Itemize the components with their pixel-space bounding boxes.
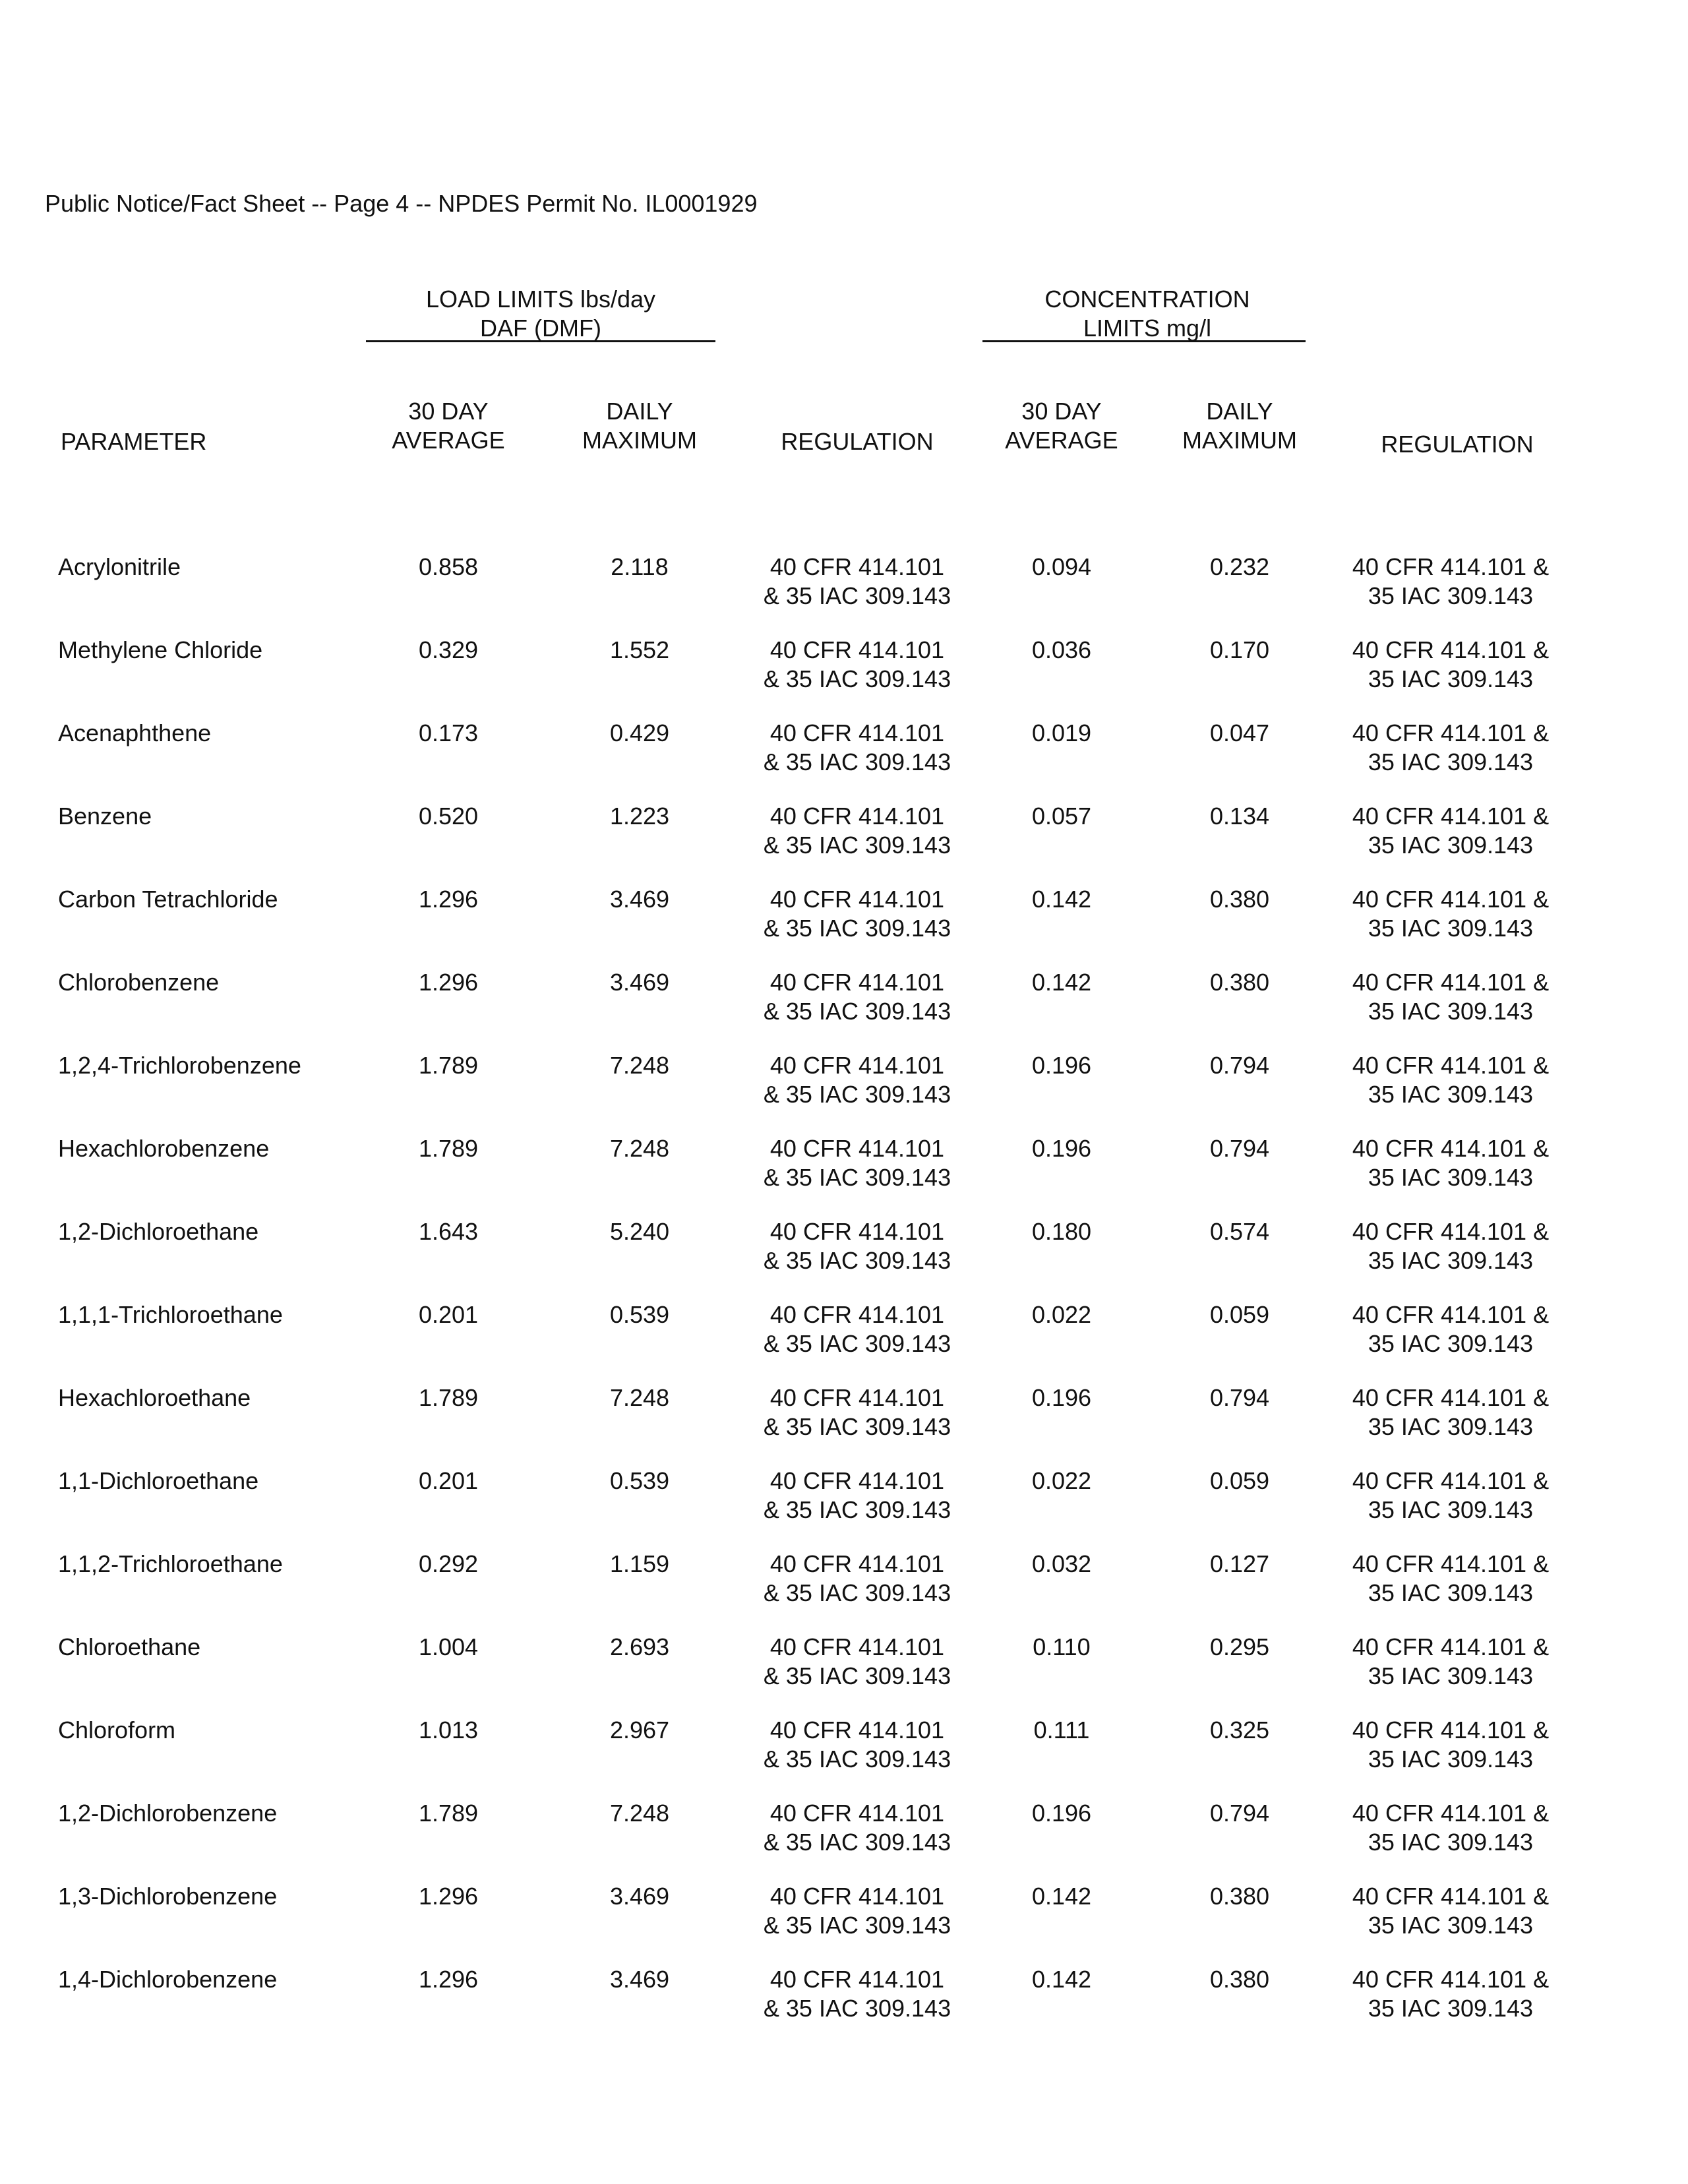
load-daily-max-cell: 7.248 <box>609 1052 670 1079</box>
load-30day-cell: 0.329 <box>418 636 479 663</box>
regulation-2-cell-line2: 35 IAC 309.143 <box>1368 1912 1534 1939</box>
regulation-1-cell <box>725 719 989 777</box>
load-daily-max-cell: 2.693 <box>609 1633 670 1660</box>
column-header-regulation-2: REGULATION <box>1381 431 1534 458</box>
table-row <box>0 1716 1688 1799</box>
column-header-conc-daily <box>1160 397 1319 455</box>
page-title: Public Notice/Fact Sheet -- Page 4 -- NPDES Permit No. IL0001929 <box>45 190 758 217</box>
regulation-1-cell-line2: & 35 IAC 309.143 <box>763 665 951 692</box>
conc-30day-cell: 0.196 <box>1031 1052 1092 1079</box>
regulation-1-cell <box>725 1799 989 1857</box>
table-row <box>0 1550 1688 1633</box>
column-header-load-30day-line1: 30 DAY <box>408 398 489 425</box>
conc-30day-cell: 0.196 <box>1031 1800 1092 1827</box>
regulation-2-cell-line2: 35 IAC 309.143 <box>1368 832 1534 859</box>
load-daily-max-cell: 2.967 <box>609 1716 670 1744</box>
regulation-2-cell-line2: 35 IAC 309.143 <box>1368 1829 1534 1856</box>
regulation-2-cell-line2: 35 IAC 309.143 <box>1368 1662 1534 1689</box>
regulation-1-cell-line1: 40 CFR 414.101 <box>769 553 945 580</box>
column-header-load-30day <box>369 397 528 455</box>
conc-daily-max-cell: 0.794 <box>1209 1135 1270 1162</box>
regulation-2-cell-line2: 35 IAC 309.143 <box>1368 1164 1534 1191</box>
regulation-1-cell-line1: 40 CFR 414.101 <box>769 969 945 996</box>
conc-daily-max-cell: 0.794 <box>1209 1384 1270 1411</box>
conc-daily-max-cell: 0.380 <box>1209 1883 1270 1910</box>
table-row <box>0 1965 1688 2048</box>
load-30day-cell: 1.296 <box>418 1883 479 1910</box>
load-daily-max-cell: 7.248 <box>609 1384 670 1411</box>
limits-table-body <box>0 553 1688 2048</box>
load-30day-cell: 1.643 <box>418 1218 479 1245</box>
regulation-2-cell <box>1319 1799 1582 1857</box>
load-30day-cell: 1.789 <box>418 1384 479 1411</box>
table-row <box>0 1134 1688 1217</box>
regulation-2-cell <box>1319 1965 1582 2023</box>
conc-daily-max-cell: 0.380 <box>1209 886 1270 913</box>
regulation-2-cell-line2: 35 IAC 309.143 <box>1368 665 1534 692</box>
load-daily-max-cell: 0.429 <box>609 719 670 746</box>
regulation-1-cell-line1: 40 CFR 414.101 <box>769 1883 945 1910</box>
column-header-load-daily-line2: MAXIMUM <box>582 427 697 454</box>
parameter-cell: 1,4-Dichlorobenzene <box>58 1966 278 1993</box>
load-daily-max-cell: 5.240 <box>609 1218 670 1245</box>
column-header-conc-30day-line2: AVERAGE <box>1005 427 1118 454</box>
concentration-limits-group-heading <box>976 285 1319 343</box>
regulation-1-cell-line1: 40 CFR 414.101 <box>769 886 945 913</box>
regulation-1-cell-line2: & 35 IAC 309.143 <box>763 1081 951 1108</box>
regulation-1-cell-line2: & 35 IAC 309.143 <box>763 1829 951 1856</box>
regulation-2-cell-line2: 35 IAC 309.143 <box>1368 582 1534 609</box>
table-row <box>0 1383 1688 1467</box>
load-30day-cell: 0.858 <box>418 553 479 580</box>
load-30day-cell: 1.296 <box>418 1966 479 1993</box>
load-daily-max-cell: 3.469 <box>609 886 670 913</box>
load-daily-max-cell: 0.539 <box>609 1301 670 1328</box>
regulation-1-cell-line1: 40 CFR 414.101 <box>769 1966 945 1993</box>
regulation-2-cell-line1: 40 CFR 414.101 & <box>1352 1716 1550 1744</box>
parameter-cell: 1,2-Dichlorobenzene <box>58 1800 278 1827</box>
regulation-2-cell-line2: 35 IAC 309.143 <box>1368 748 1534 775</box>
regulation-2-cell-line1: 40 CFR 414.101 & <box>1352 1800 1550 1827</box>
conc-daily-max-cell: 0.127 <box>1209 1550 1270 1577</box>
parameter-cell: Chlorobenzene <box>58 969 220 996</box>
regulation-1-cell <box>725 1716 989 1774</box>
regulation-1-cell <box>725 1051 989 1109</box>
parameter-cell: Acrylonitrile <box>58 553 181 580</box>
parameter-cell: Benzene <box>58 803 152 830</box>
regulation-2-cell-line1: 40 CFR 414.101 & <box>1352 1301 1550 1328</box>
regulation-1-cell-line2: & 35 IAC 309.143 <box>763 998 951 1025</box>
conc-30day-cell: 0.111 <box>1033 1716 1090 1744</box>
load-30day-cell: 1.789 <box>418 1800 479 1827</box>
conc-30day-cell: 0.180 <box>1031 1218 1092 1245</box>
column-header-load-daily <box>560 397 719 455</box>
load-daily-max-cell: 1.552 <box>609 636 670 663</box>
regulation-1-cell-line2: & 35 IAC 309.143 <box>763 1995 951 2022</box>
load-30day-cell: 1.789 <box>418 1135 479 1162</box>
regulation-1-cell <box>725 968 989 1026</box>
load-30day-cell: 0.292 <box>418 1550 479 1577</box>
regulation-2-cell <box>1319 636 1582 694</box>
column-header-regulation-1: REGULATION <box>781 428 934 455</box>
parameter-cell: 1,1,1-Trichloroethane <box>58 1301 283 1328</box>
regulation-2-cell <box>1319 1467 1582 1525</box>
regulation-2-cell-line1: 40 CFR 414.101 & <box>1352 969 1550 996</box>
conc-daily-max-cell: 0.170 <box>1209 636 1270 663</box>
parameter-cell: 1,1-Dichloroethane <box>58 1467 259 1494</box>
regulation-2-cell <box>1319 1051 1582 1109</box>
regulation-2-cell-line1: 40 CFR 414.101 & <box>1352 1467 1550 1494</box>
load-limits-group-heading <box>369 285 712 343</box>
regulation-1-cell-line1: 40 CFR 414.101 <box>769 1135 945 1162</box>
regulation-1-cell <box>725 1633 989 1691</box>
conc-daily-max-cell: 0.794 <box>1209 1052 1270 1079</box>
regulation-1-cell-line1: 40 CFR 414.101 <box>769 1716 945 1744</box>
conc-daily-max-cell: 0.295 <box>1209 1633 1270 1660</box>
regulation-1-cell-line2: & 35 IAC 309.143 <box>763 1912 951 1939</box>
regulation-1-cell-line2: & 35 IAC 309.143 <box>763 1579 951 1606</box>
regulation-2-cell-line2: 35 IAC 309.143 <box>1368 1330 1534 1357</box>
conc-daily-max-cell: 0.232 <box>1209 553 1270 580</box>
column-header-conc-daily-line2: MAXIMUM <box>1182 427 1297 454</box>
regulation-1-cell <box>725 553 989 611</box>
regulation-2-cell <box>1319 1882 1582 1940</box>
regulation-1-cell-line2: & 35 IAC 309.143 <box>763 1496 951 1523</box>
parameter-cell: Acenaphthene <box>58 719 212 746</box>
conc-30day-cell: 0.110 <box>1033 1633 1091 1660</box>
load-daily-max-cell: 7.248 <box>609 1800 670 1827</box>
regulation-2-cell-line1: 40 CFR 414.101 & <box>1352 1550 1550 1577</box>
table-row <box>0 1300 1688 1383</box>
regulation-2-cell-line1: 40 CFR 414.101 & <box>1352 1218 1550 1245</box>
regulation-1-cell <box>725 1300 989 1358</box>
regulation-2-cell-line2: 35 IAC 309.143 <box>1368 998 1534 1025</box>
regulation-2-cell-line1: 40 CFR 414.101 & <box>1352 636 1550 663</box>
conc-30day-cell: 0.196 <box>1031 1135 1092 1162</box>
regulation-2-cell-line2: 35 IAC 309.143 <box>1368 1579 1534 1606</box>
regulation-2-cell-line2: 35 IAC 309.143 <box>1368 1247 1534 1274</box>
column-header-load-daily-line1: DAILY <box>606 398 673 425</box>
regulation-1-cell-line1: 40 CFR 414.101 <box>769 1384 945 1411</box>
regulation-2-cell-line1: 40 CFR 414.101 & <box>1352 1052 1550 1079</box>
regulation-1-cell-line1: 40 CFR 414.101 <box>769 1052 945 1079</box>
regulation-1-cell-line2: & 35 IAC 309.143 <box>763 1745 951 1773</box>
conc-30day-cell: 0.142 <box>1031 1883 1092 1910</box>
conc-30day-cell: 0.022 <box>1031 1467 1092 1494</box>
regulation-2-cell-line2: 35 IAC 309.143 <box>1368 1081 1534 1108</box>
conc-30day-cell: 0.142 <box>1031 886 1092 913</box>
load-daily-max-cell: 0.539 <box>609 1467 670 1494</box>
regulation-1-cell <box>725 636 989 694</box>
regulation-2-cell-line1: 40 CFR 414.101 & <box>1352 886 1550 913</box>
regulation-1-cell <box>725 1134 989 1192</box>
regulation-1-cell <box>725 1467 989 1525</box>
conc-30day-cell: 0.196 <box>1031 1384 1092 1411</box>
regulation-2-cell-line1: 40 CFR 414.101 & <box>1352 1966 1550 1993</box>
load-30day-cell: 0.173 <box>418 719 479 746</box>
regulation-1-cell-line2: & 35 IAC 309.143 <box>763 582 951 609</box>
conc-daily-max-cell: 0.134 <box>1209 803 1270 830</box>
parameter-cell: Chloroform <box>58 1716 176 1744</box>
conc-daily-max-cell: 0.574 <box>1209 1218 1270 1245</box>
regulation-1-cell-line1: 40 CFR 414.101 <box>769 1800 945 1827</box>
regulation-1-cell-line1: 40 CFR 414.101 <box>769 803 945 830</box>
regulation-1-cell-line1: 40 CFR 414.101 <box>769 1218 945 1245</box>
regulation-2-cell-line1: 40 CFR 414.101 & <box>1352 719 1550 746</box>
regulation-2-cell-line1: 40 CFR 414.101 & <box>1352 1384 1550 1411</box>
table-row <box>0 1217 1688 1300</box>
regulation-2-cell-line2: 35 IAC 309.143 <box>1368 1745 1534 1773</box>
regulation-2-cell-line1: 40 CFR 414.101 & <box>1352 1883 1550 1910</box>
load-daily-max-cell: 1.223 <box>609 803 670 830</box>
load-daily-max-cell: 3.469 <box>609 969 670 996</box>
regulation-2-cell-line1: 40 CFR 414.101 & <box>1352 1135 1550 1162</box>
regulation-2-cell <box>1319 968 1582 1026</box>
regulation-2-cell-line2: 35 IAC 309.143 <box>1368 1995 1534 2022</box>
regulation-2-cell <box>1319 1716 1582 1774</box>
load-limits-heading-line2: DAF (DMF) <box>480 315 601 342</box>
regulation-1-cell-line1: 40 CFR 414.101 <box>769 1550 945 1577</box>
conc-daily-max-cell: 0.325 <box>1209 1716 1270 1744</box>
table-row <box>0 1633 1688 1716</box>
regulation-2-cell <box>1319 1633 1582 1691</box>
column-header-conc-daily-line1: DAILY <box>1206 398 1273 425</box>
regulation-1-cell <box>725 1965 989 2023</box>
conc-daily-max-cell: 0.047 <box>1209 719 1270 746</box>
load-30day-cell: 0.520 <box>418 803 479 830</box>
regulation-1-cell-line2: & 35 IAC 309.143 <box>763 1662 951 1689</box>
regulation-1-cell-line2: & 35 IAC 309.143 <box>763 915 951 942</box>
column-header-parameter: PARAMETER <box>61 428 207 455</box>
load-limits-heading-line1: LOAD LIMITS lbs/day <box>425 286 656 313</box>
conc-30day-cell: 0.019 <box>1031 719 1092 746</box>
conc-30day-cell: 0.022 <box>1031 1301 1092 1328</box>
regulation-1-cell-line2: & 35 IAC 309.143 <box>763 1164 951 1191</box>
parameter-cell: Hexachloroethane <box>58 1384 251 1411</box>
column-header-conc-30day <box>982 397 1141 455</box>
regulation-2-cell <box>1319 885 1582 943</box>
conc-daily-max-cell: 0.059 <box>1209 1301 1270 1328</box>
load-limits-rule <box>366 340 715 342</box>
table-row <box>0 1882 1688 1965</box>
load-30day-cell: 0.201 <box>418 1467 479 1494</box>
conc-30day-cell: 0.094 <box>1031 553 1092 580</box>
load-30day-cell: 1.013 <box>418 1716 479 1744</box>
regulation-1-cell-line2: & 35 IAC 309.143 <box>763 1413 951 1440</box>
regulation-1-cell-line1: 40 CFR 414.101 <box>769 636 945 663</box>
load-30day-cell: 1.296 <box>418 969 479 996</box>
regulation-1-cell <box>725 1882 989 1940</box>
parameter-cell: Methylene Chloride <box>58 636 263 663</box>
conc-30day-cell: 0.142 <box>1031 1966 1092 1993</box>
regulation-2-cell <box>1319 553 1582 611</box>
regulation-1-cell <box>725 802 989 860</box>
regulation-2-cell-line2: 35 IAC 309.143 <box>1368 1413 1534 1440</box>
conc-daily-max-cell: 0.059 <box>1209 1467 1270 1494</box>
regulation-1-cell <box>725 1217 989 1275</box>
regulation-1-cell <box>725 1383 989 1441</box>
table-row <box>0 1051 1688 1134</box>
regulation-2-cell-line1: 40 CFR 414.101 & <box>1352 803 1550 830</box>
regulation-2-cell <box>1319 1134 1582 1192</box>
regulation-1-cell-line2: & 35 IAC 309.143 <box>763 1330 951 1357</box>
regulation-2-cell-line1: 40 CFR 414.101 & <box>1352 1633 1550 1660</box>
regulation-1-cell-line1: 40 CFR 414.101 <box>769 1301 945 1328</box>
conc-daily-max-cell: 0.380 <box>1209 969 1270 996</box>
table-row <box>0 968 1688 1051</box>
parameter-cell: Hexachlorobenzene <box>58 1135 270 1162</box>
regulation-2-cell <box>1319 1550 1582 1608</box>
regulation-2-cell-line2: 35 IAC 309.143 <box>1368 915 1534 942</box>
load-30day-cell: 1.789 <box>418 1052 479 1079</box>
regulation-2-cell <box>1319 1383 1582 1441</box>
load-daily-max-cell: 3.469 <box>609 1883 670 1910</box>
load-30day-cell: 0.201 <box>418 1301 479 1328</box>
concentration-limits-rule <box>982 340 1306 342</box>
load-daily-max-cell: 7.248 <box>609 1135 670 1162</box>
regulation-2-cell <box>1319 802 1582 860</box>
regulation-2-cell-line2: 35 IAC 309.143 <box>1368 1496 1534 1523</box>
load-30day-cell: 1.296 <box>418 886 479 913</box>
conc-30day-cell: 0.142 <box>1031 969 1092 996</box>
table-row <box>0 1799 1688 1882</box>
column-header-load-30day-line2: AVERAGE <box>392 427 505 454</box>
regulation-1-cell-line1: 40 CFR 414.101 <box>769 719 945 746</box>
regulation-1-cell-line1: 40 CFR 414.101 <box>769 1633 945 1660</box>
concentration-heading-line2: LIMITS mg/l <box>1083 315 1212 342</box>
table-row <box>0 553 1688 636</box>
conc-daily-max-cell: 0.794 <box>1209 1800 1270 1827</box>
regulation-2-cell <box>1319 1217 1582 1275</box>
regulation-1-cell-line2: & 35 IAC 309.143 <box>763 832 951 859</box>
column-header-conc-30day-line1: 30 DAY <box>1021 398 1102 425</box>
table-row <box>0 1467 1688 1550</box>
regulation-2-cell-line1: 40 CFR 414.101 & <box>1352 553 1550 580</box>
table-row <box>0 719 1688 802</box>
load-daily-max-cell: 3.469 <box>609 1966 670 1993</box>
regulation-1-cell-line2: & 35 IAC 309.143 <box>763 748 951 775</box>
table-row <box>0 636 1688 719</box>
regulation-2-cell <box>1319 719 1582 777</box>
conc-daily-max-cell: 0.380 <box>1209 1966 1270 1993</box>
table-row <box>0 802 1688 885</box>
table-row <box>0 885 1688 968</box>
load-30day-cell: 1.004 <box>418 1633 479 1660</box>
parameter-cell: 1,3-Dichlorobenzene <box>58 1883 278 1910</box>
load-daily-max-cell: 1.159 <box>609 1550 670 1577</box>
regulation-1-cell-line1: 40 CFR 414.101 <box>769 1467 945 1494</box>
parameter-cell: 1,1,2-Trichloroethane <box>58 1550 283 1577</box>
conc-30day-cell: 0.057 <box>1031 803 1092 830</box>
concentration-heading-line1: CONCENTRATION <box>1044 286 1250 313</box>
regulation-1-cell <box>725 885 989 943</box>
conc-30day-cell: 0.036 <box>1031 636 1092 663</box>
conc-30day-cell: 0.032 <box>1031 1550 1092 1577</box>
parameter-cell: Carbon Tetrachloride <box>58 886 278 913</box>
regulation-1-cell-line2: & 35 IAC 309.143 <box>763 1247 951 1274</box>
regulation-2-cell <box>1319 1300 1582 1358</box>
parameter-cell: 1,2-Dichloroethane <box>58 1218 259 1245</box>
load-daily-max-cell: 2.118 <box>611 553 669 580</box>
parameter-cell: Chloroethane <box>58 1633 201 1660</box>
parameter-cell: 1,2,4-Trichlorobenzene <box>58 1052 301 1079</box>
regulation-1-cell <box>725 1550 989 1608</box>
